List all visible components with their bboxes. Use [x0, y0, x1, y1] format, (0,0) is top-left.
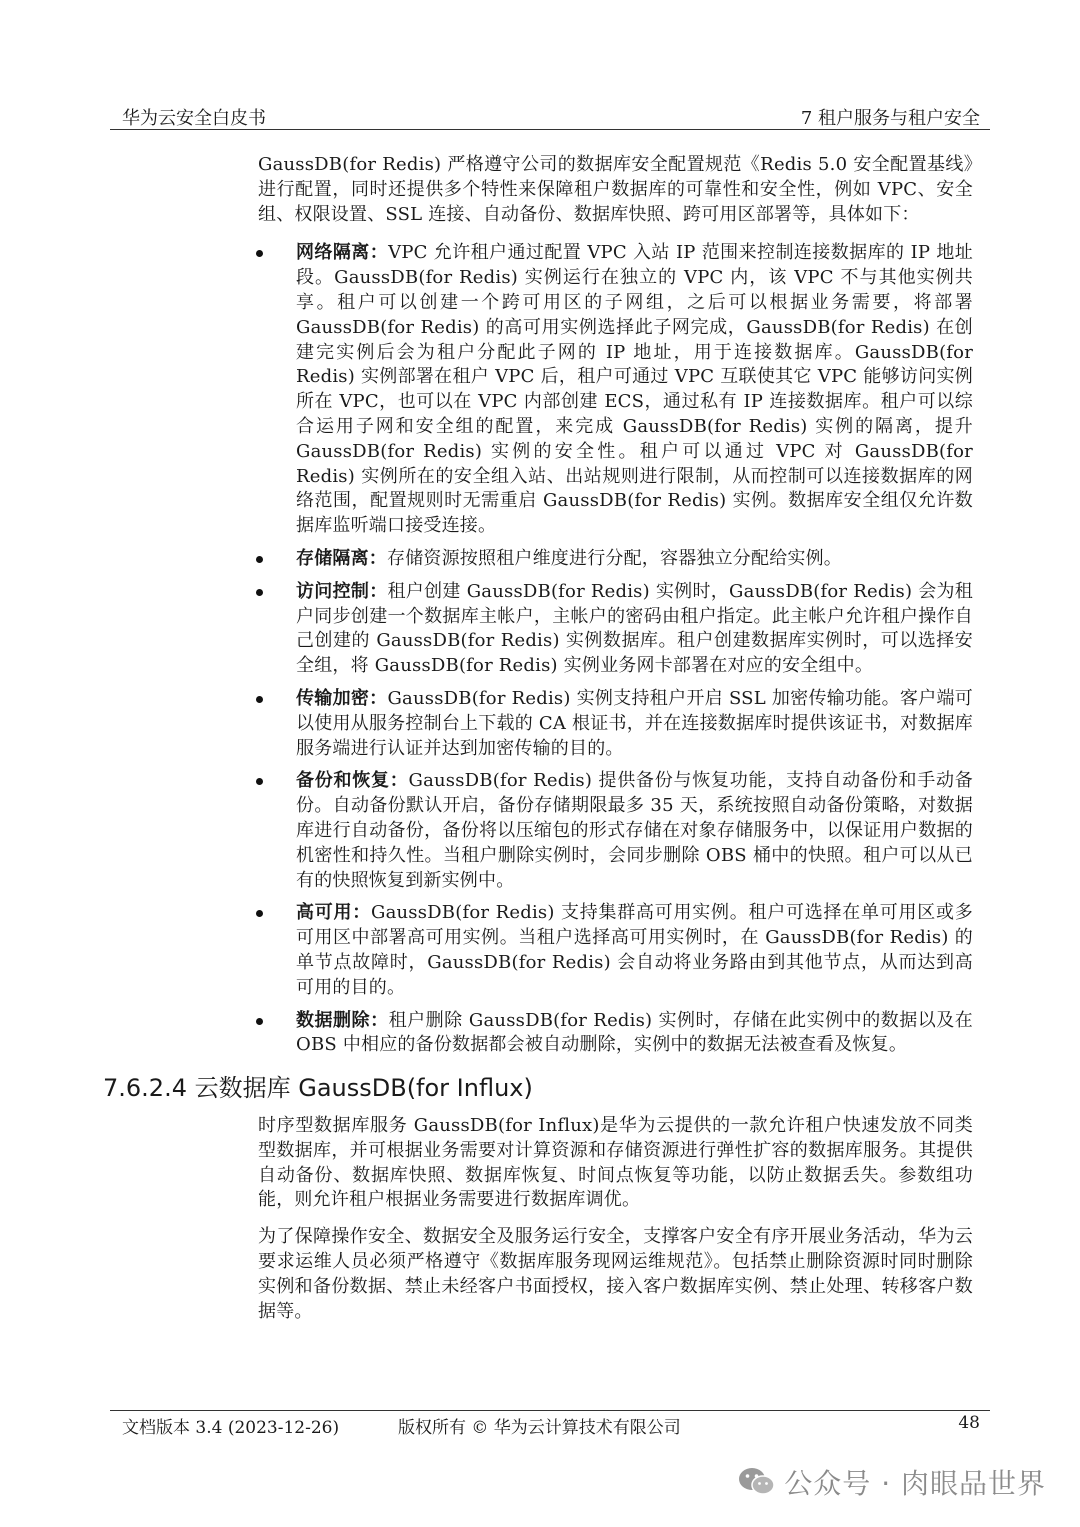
list-item-text: VPC 允许租户通过配置 VPC 入站 IP 范围来控制连接数据库的 IP 地址段。GaussDB(for Redis) 实例运行在独立的 VPC 内，该 VPC 不与其他实例共享。租户可以创建一个跨可用区的子网组，之后可以根据业务需要，将部署 GaussDB(for Redis) 的高可用实例选择此子网完成，GaussDB(for Redis) 在创建完实例后会为租户分配此子网的 IP 地址，用于连接数据库。GaussDB(for Redis) 实例部署在租户 VPC 后，租户可通过 VPC 互联使其它 VPC 能够访问实例所在 VPC，也可以在 VPC 内部创建 ECS，通过私有 IP 连接数据库。租户可以综合运用子网和安全组的配置，来完成 GaussDB(for Redis) 实例的隔离，提升 GaussDB(for Redis) 实例的安全性。租户可以通过 VPC 对 GaussDB(for Redis) 实例所在的安全组入站、出站规则进行限制，从而控制可以连接数据库的网络范围，配置规则时无需重启 GaussDB(for Redis) 实例。数据库安全组仅允许数据库监听端口接受连接。: [296, 242, 973, 537]
list-item-term: 数据删除：: [296, 1009, 389, 1031]
list-item-text: 租户创建 GaussDB(for Redis) 实例时，GaussDB(for Redis) 会为租户同步创建一个数据库主帐户，主帐户的密码由租户指定。此主帐户允许租户操作自己创建的 GaussDB(for Redis) 实例数据库。租户创建数据库实例时，可以选择安全组，将 GaussDB(for Redis) 实例业务网卡部署在对应的安全组中。: [296, 580, 973, 677]
watermark-text: 公众号 · 肉眼品世界: [784, 1467, 1046, 1500]
list-item-term: 访问控制：: [296, 580, 388, 602]
list-item: [256, 241, 973, 539]
bullet-icon: [256, 696, 263, 703]
wechat-icon: [738, 1466, 776, 1498]
header-chapter-title: 7 租户服务与租户安全: [800, 108, 980, 129]
list-item-text: 存储资源按照租户维度进行分配，容器独立分配给实例。: [387, 547, 842, 569]
section-content: [258, 1114, 973, 1336]
section-paragraph: 为了保障操作安全、数据安全及服务运行安全，支撑客户安全有序开展业务活动，华为云要求运维人员必须严格遵守《数据库服务现网运维规范》。包括禁止删除资源时同时删除实例和备份数据、禁止未经客户书面授权，接入客户数据库实例、禁止处理、转移客户数据等。: [258, 1226, 973, 1322]
list-item-text: GaussDB(for Redis) 提供备份与恢复功能，支持自动备份和手动备份。自动备份默认开启，备份存储期限最多 35 天，系统按照自动备份策略，对数据库进行自动备份，备份将以压缩包的形式存储在对象存储服务中，以保证用户数据的机密性和持久性。当租户删除实例时，会同步删除 OBS 桶中的快照。租户可以从已有的快照恢复到新实例中。: [296, 770, 973, 891]
list-item: [256, 1009, 973, 1059]
page-header: [110, 104, 990, 130]
list-item-text: GaussDB(for Redis) 支持集群高可用实例。租户可选择在单可用区或多可用区中部署高可用实例。当租户选择高可用实例时，在 GaussDB(for Redis) 的单节点故障时，GaussDB(for Redis) 会自动将业务路由到其他节点，从而达到高可用的目的。: [296, 902, 973, 998]
list-item-term: 高可用：: [296, 902, 371, 924]
list-item-text: 租户删除 GaussDB(for Redis) 实例时，存储在此实例中的数据以及在 OBS 中相应的备份数据都会被自动删除，实例中的数据无法被查看及恢复。: [296, 1009, 973, 1056]
list-item: [256, 769, 973, 893]
list-item: [256, 687, 973, 761]
bullet-icon: [256, 250, 263, 257]
list-item-term: 备份和恢复：: [296, 770, 409, 792]
list-item: [256, 547, 973, 572]
bullet-icon: [256, 589, 263, 596]
list-item-term: 传输加密：: [296, 687, 388, 709]
doc-version: 文档版本 3.4 (2023-12-26): [122, 1418, 340, 1438]
list-item-text: GaussDB(for Redis) 实例支持租户开启 SSL 加密传输功能。客户端可以使用从服务控制台上下载的 CA 根证书，并在连接数据库时提供该证书，对数据库服务端进行认证并达到加密传输的目的。: [296, 687, 973, 759]
header-divider: [110, 129, 990, 130]
section-paragraph: 时序型数据库服务 GaussDB(for Influx)是华为云提供的一款允许租户快速发放不同类型数据库，并可根据业务需要对计算资源和存储资源进行弹性扩容的数据库服务。其提供自动备份、数据库快照、数据库恢复、时间点恢复等功能，以防止数据丢失。参数组功能，则允许租户根据业务需要进行数据库调优。: [258, 1115, 973, 1211]
list-item: [256, 580, 973, 679]
section-heading: 7.6.2.4 云数据库 GaussDB(for Influx): [103, 1074, 533, 1102]
bullet-icon: [256, 910, 263, 917]
list-item: [256, 901, 973, 1000]
header-doc-title: 华为云安全白皮书: [122, 108, 266, 129]
bullet-icon: [256, 778, 263, 785]
bullet-icon: [256, 556, 263, 563]
watermark: [738, 1462, 1046, 1502]
intro-paragraph: GaussDB(for Redis) 严格遵守公司的数据库安全配置规范《Redis 5.0 安全配置基线》进行配置，同时还提供多个特性来保障租户数据库的可靠性和安全性，例如 VPC、安全组、权限设置、SSL 连接、自动备份、数据库快照、跨可用区部署等，具体如下：: [258, 154, 973, 225]
copyright-notice: 版权所有 © 华为云计算技术有限公司: [398, 1418, 681, 1438]
page-number: 48: [958, 1413, 980, 1433]
feature-list: [256, 241, 973, 1058]
main-content: [258, 153, 973, 1066]
list-item-term: 网络隔离：: [296, 242, 389, 264]
bullet-icon: [256, 1018, 263, 1025]
list-item-term: 存储隔离：: [296, 547, 387, 569]
footer-divider: [110, 1410, 990, 1411]
